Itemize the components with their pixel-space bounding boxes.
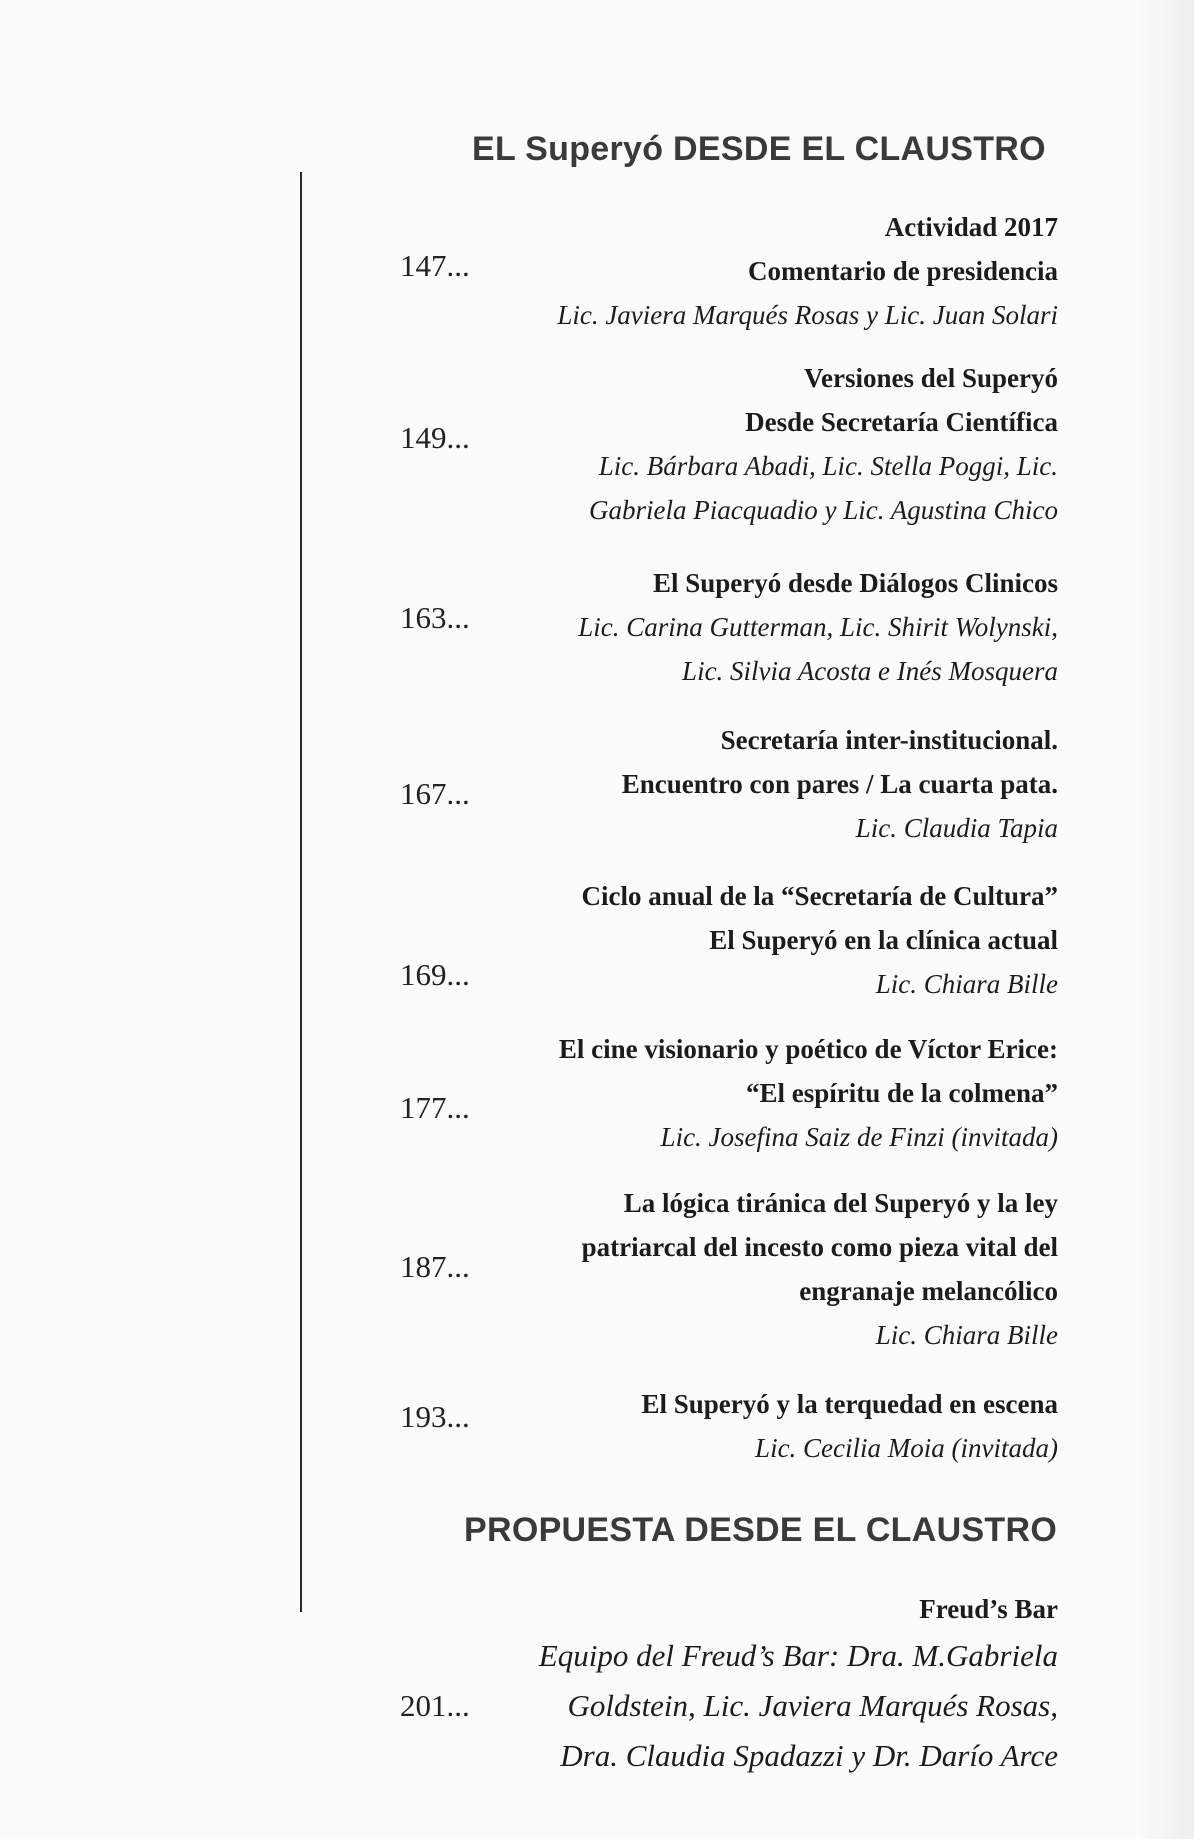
entry-author-line: Equipo del Freud’s Bar: Dra. M.Gabriela [538, 1638, 1058, 1673]
entry-author-line: Gabriela Piacquadio y Lic. Agustina Chico [589, 495, 1058, 525]
entry-title-line: Desde Secretaría Científica [745, 407, 1058, 437]
entry-title-line: El Superyó desde Diálogos Clinicos [652, 568, 1058, 598]
entry-title-line: Ciclo anual de la “Secretaría de Cultura” [581, 881, 1058, 911]
toc-entry [390, 1181, 1058, 1357]
entry-title-line: Actividad 2017 [884, 212, 1058, 242]
page-number: 149... [400, 420, 470, 455]
entry-title-line: “El espíritu de la colmena” [746, 1078, 1058, 1108]
entry-title-line: Comentario de presidencia [748, 256, 1058, 286]
toc-entry [390, 1587, 1058, 1781]
entry-title-line: El Superyó en la clínica actual [709, 925, 1058, 955]
toc-entry [390, 561, 1058, 693]
entry-title-line: Secretaría inter-institucional. [720, 725, 1058, 755]
entry-title-line: La lógica tiránica del Superyó y la ley [623, 1188, 1058, 1218]
margin-rule [300, 172, 302, 1612]
section-heading: EL Superyó DESDE EL CLAUSTRO [472, 130, 1046, 168]
page-edge-shadow [1134, 0, 1194, 1839]
entry-author-line: Lic. Javiera Marqués Rosas y Lic. Juan Solari [557, 300, 1058, 330]
entry-title-line: El cine visionario y poético de Víctor Erice: [558, 1034, 1058, 1064]
toc-entry [390, 1382, 1058, 1470]
toc-entry [390, 874, 1058, 1006]
toc-entry [390, 1027, 1058, 1159]
page-number: 193... [400, 1399, 470, 1434]
entry-author-line: Goldstein, Lic. Javiera Marqués Rosas, [567, 1688, 1058, 1723]
entry-author-line: Dra. Claudia Spadazzi y Dr. Darío Arce [560, 1738, 1058, 1773]
entry-title-line: patriarcal del incesto como pieza vital del [581, 1232, 1058, 1262]
toc-entry [390, 205, 1058, 337]
entry-title-line: engranaje melancólico [799, 1276, 1058, 1306]
toc-entry [390, 356, 1058, 532]
entry-author-line: Lic. Carina Gutterman, Lic. Shirit Wolynski, [578, 612, 1058, 642]
entry-title-line: Versiones del Superyó [803, 363, 1058, 393]
entry-title-line: Encuentro con pares / La cuarta pata. [621, 769, 1058, 799]
section-heading: PROPUESTA DESDE EL CLAUSTRO [464, 1511, 1058, 1549]
entry-author-line: Lic. Silvia Acosta e Inés Mosquera [682, 656, 1058, 686]
page-number: 147... [400, 248, 470, 283]
page-number: 201... [400, 1688, 470, 1723]
entry-author-line: Lic. Chiara Bille [875, 1320, 1058, 1350]
page-number: 177... [400, 1090, 470, 1125]
entry-title-line: Freud’s Bar [919, 1594, 1058, 1624]
entry-author-line: Lic. Cecilia Moia (invitada) [755, 1433, 1058, 1463]
entry-author-line: Lic. Claudia Tapia [855, 813, 1058, 843]
page-number: 169... [400, 957, 470, 992]
page-number: 187... [400, 1249, 470, 1284]
entry-author-line: Lic. Josefina Saiz de Finzi (invitada) [660, 1122, 1058, 1152]
entry-title-line: El Superyó y la terquedad en escena [641, 1389, 1058, 1419]
toc-entry [390, 718, 1058, 850]
entry-author-line: Lic. Chiara Bille [875, 969, 1058, 999]
entry-author-line: Lic. Bárbara Abadi, Lic. Stella Poggi, Lic. [598, 451, 1058, 481]
page-number: 167... [400, 776, 470, 811]
page-number: 163... [400, 600, 470, 635]
